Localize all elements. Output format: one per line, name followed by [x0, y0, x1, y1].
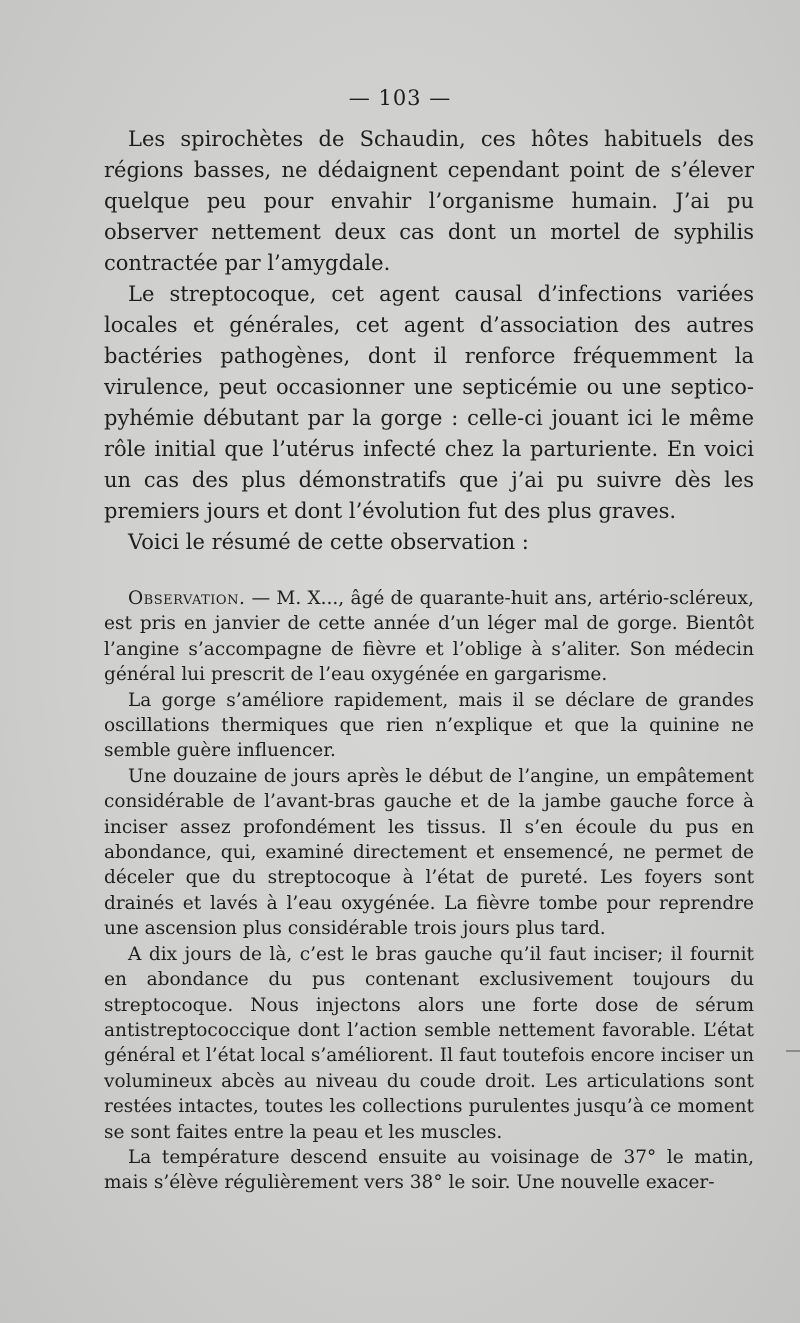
observation-paragraph-3: Une douzaine de jours après le début de l’angine, un empâtement considérable de l’avant-bras gauche et de la jambe gauche force à inciser assez profondément les tissus. Il s’en écoule du pus en abondance, qui, examiné directement et ensemencé, ne permet de déceler que du streptocoque à l’état de pureté. Les foyers sont drainés et lavés à l’eau oxygénée. La fièvre tombe pour reprendre une ascension plus considérable trois jours plus tard.	[104, 765, 754, 940]
observation-paragraph-1	[104, 586, 754, 688]
main-text	[104, 124, 754, 558]
page-number: — 103 —	[348, 86, 452, 110]
observation-paragraph-2: La gorge s’améliore rapidement, mais il se déclare de grandes oscillations thermiques que rien n’explique et que la quinine ne semble guère influencer.	[104, 689, 754, 762]
observation-paragraph-5: La température descend ensuite au voisinage de 37° le matin, mais s’élève régulièrement vers 38° le soir. Une nouvelle exacer-	[104, 1146, 754, 1194]
observation-paragraph-1-text: — M. X..., âgé de quarante-huit ans, artério-scléreux, est pris en janvier de cette année d’un léger mal de gorge. Bientôt l’angine s’accompagne de fièvre et l’oblige à s’aliter. Son médecin général lui prescrit de l’eau oxygénée en gargarisme.	[104, 588, 754, 686]
page-edge-mark	[786, 1050, 800, 1052]
observation-label: Observation.	[128, 588, 246, 609]
paragraph-observation-intro: Voici le résumé de cette observation :	[128, 530, 529, 554]
paragraph-spirochetes: Les spirochètes de Schaudin, ces hôtes habituels des régions basses, ne dédaignent cependant point de s’élever quelque peu pour envahir l’organisme humain. J’ai pu observer nettement deux cas dont un mortel de syphilis contractée par l’amygdale.	[104, 127, 754, 275]
paragraph-streptocoque: Le streptocoque, cet agent causal d’infections variées locales et générales, cet agent d’association des autres bactéries pathogènes, dont il renforce fréquemment la virulence, peut occasionner une septicémie ou une septico-pyhémie débutant par la gorge : celle-ci jouant ici le même rôle initial que l’utérus infecté chez la parturiente. En voici un cas des plus démonstratifs que j’ai pu suivre dès les premiers jours et dont l’évolution fut des plus graves.	[104, 282, 754, 523]
observation-section	[104, 586, 754, 1196]
observation-paragraph-4: A dix jours de là, c’est le bras gauche qu’il faut inciser; il fournit en abondance du pus contenant exclusivement toujours du streptocoque. Nous injectons alors une forte dose de sérum antistreptococcique dont l’action semble nettement favorable. L’état général et l’état local s’améliorent. Il faut toutefois encore inciser un volumineux abcès au niveau du coude droit. Les articulations sont restées intactes, toutes les collections purulentes jusqu’à ce moment se sont faites entre la peau et les muscles.	[104, 943, 754, 1143]
